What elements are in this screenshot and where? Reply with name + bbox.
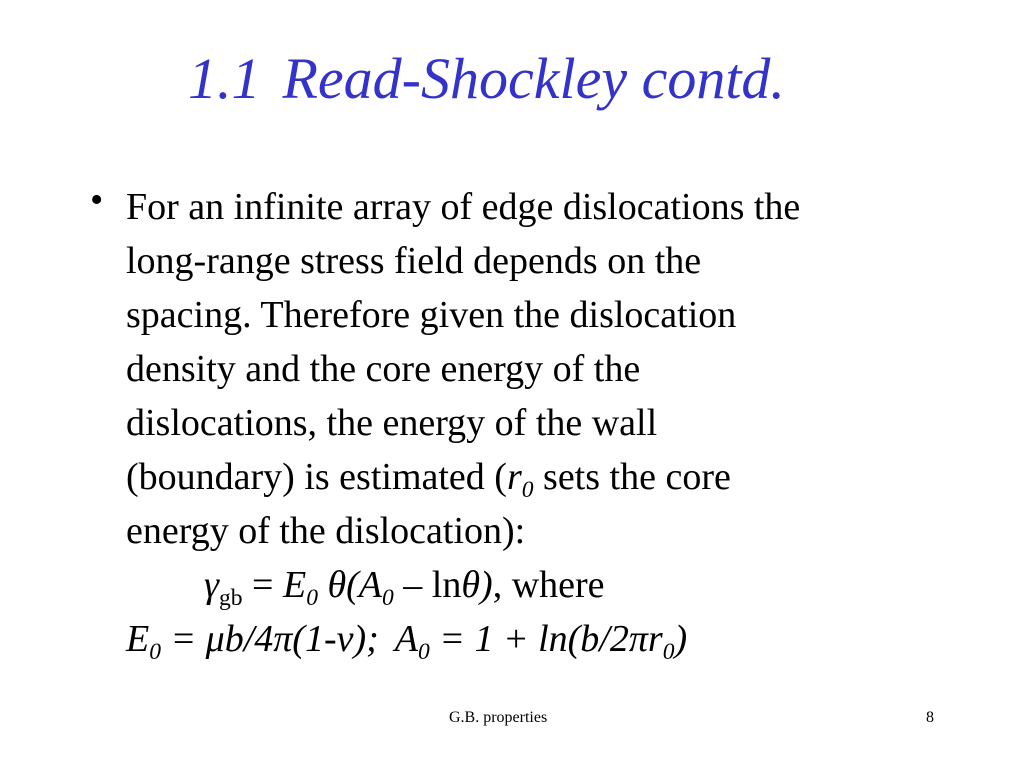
page-number: 8 xyxy=(926,709,934,726)
r-symbol: r xyxy=(506,456,522,498)
title-text: Read-Shockley contd. xyxy=(282,46,785,111)
body-line-2: long-range stress field depends on the xyxy=(126,240,702,282)
footer-title: G.B. properties xyxy=(449,709,548,726)
eq1-E-subscript: 0 xyxy=(306,585,318,612)
eq2-A-subscript: 0 xyxy=(418,639,430,666)
gamma-subscript: gb xyxy=(218,585,243,612)
eq1-theta2: θ) xyxy=(461,564,493,606)
equation-gamma-gb xyxy=(126,558,986,612)
equation-E0-A0 xyxy=(126,612,986,666)
eq2-close: ) xyxy=(674,618,688,660)
body-line-3: spacing. Therefore given the dislocation xyxy=(126,294,737,336)
bullet-marker: • xyxy=(90,179,104,221)
body-line-7: energy of the dislocation): xyxy=(126,510,526,552)
eq2-E-symbol: E xyxy=(126,618,150,660)
eq1-E-symbol: E xyxy=(282,564,307,606)
eq1-tail: , where xyxy=(492,564,605,606)
eq2-rhs2: = 1 + ln(b/2πr xyxy=(429,618,663,660)
line6-before: (boundary) is estimated ( xyxy=(126,456,507,498)
line6-after: sets the core xyxy=(533,456,731,498)
eq2-E-subscript: 0 xyxy=(149,639,161,666)
slide-title xyxy=(188,44,785,114)
eq2-rhs1: = μb/4π(1-ν); xyxy=(161,618,379,660)
r0-variable xyxy=(506,456,534,504)
eq1-equals: = xyxy=(242,564,283,606)
eq1-minus-ln: – ln xyxy=(393,564,462,606)
gamma-symbol: γ xyxy=(204,564,219,606)
eq1-A-subscript: 0 xyxy=(382,585,394,612)
body-line-5: dislocations, the energy of the wall xyxy=(126,402,658,444)
body-line-1: For an infinite array of edge dislocations the xyxy=(126,186,801,228)
eq2-r-subscript: 0 xyxy=(662,639,675,666)
eq1-theta-term: θ(A xyxy=(317,564,383,606)
body-line-4: density and the core energy of the xyxy=(126,348,641,390)
r-subscript: 0 xyxy=(521,477,534,504)
body-line-6 xyxy=(126,450,986,504)
bullet-text xyxy=(126,180,986,666)
eq2-A-symbol: A xyxy=(394,618,419,660)
title-number: 1.1 xyxy=(188,46,261,111)
